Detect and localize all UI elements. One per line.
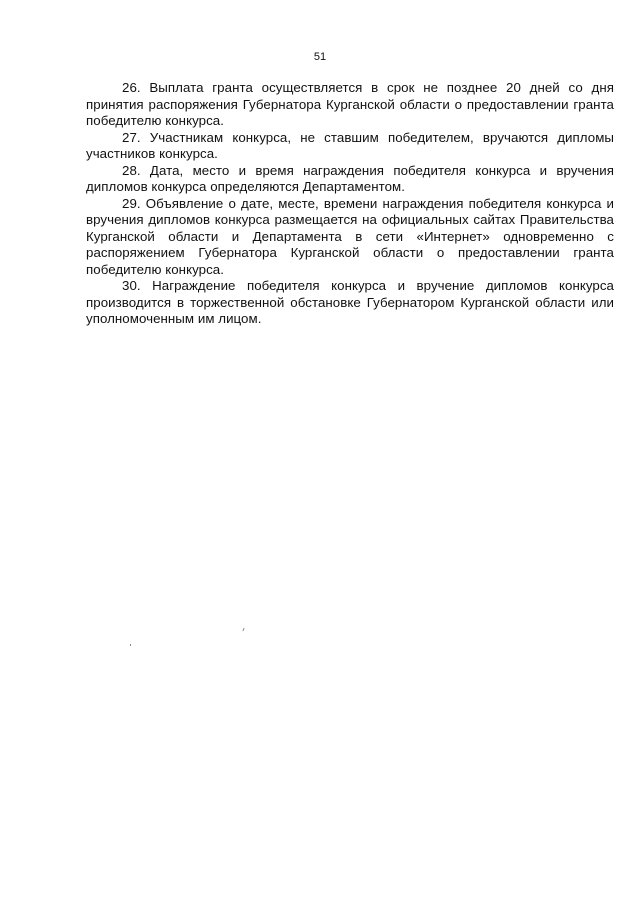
scan-speck <box>242 628 244 631</box>
page-number: 51 <box>313 51 327 63</box>
paragraph-26: 26. Выплата гранта осуществляется в срок не позднее 20 дней со дня принятия распоряжения Губернатора Курганской области о предоставлении гранта победителю конкурса. <box>86 80 614 128</box>
paragraph-29: 29. Объявление о дате, месте, времени награждения победителя конкурса и вручения дипломов конкурса размещается на официальных сайтах Правительства Курганской области и Департамента в сети «Интернет» одновременно с распоряжением Губернатора Курганской области о предоставлении гранта победителю конкурса. <box>86 195 614 277</box>
paragraph-30: 30. Награждение победителя конкурса и вручение дипломов конкурса производится в торжественной обстановке Губернатором Курганской области или уполномоченным им лицом. <box>86 278 614 326</box>
document-body <box>86 80 614 328</box>
paragraph-28: 28. Дата, место и время награждения победителя конкурса и вручения дипломов конкурса определяются Департаментом. <box>86 162 614 194</box>
scan-speck <box>130 644 131 646</box>
paragraph-27: 27. Участникам конкурса, не ставшим победителем, вручаются дипломы участников конкурса. <box>86 129 614 161</box>
